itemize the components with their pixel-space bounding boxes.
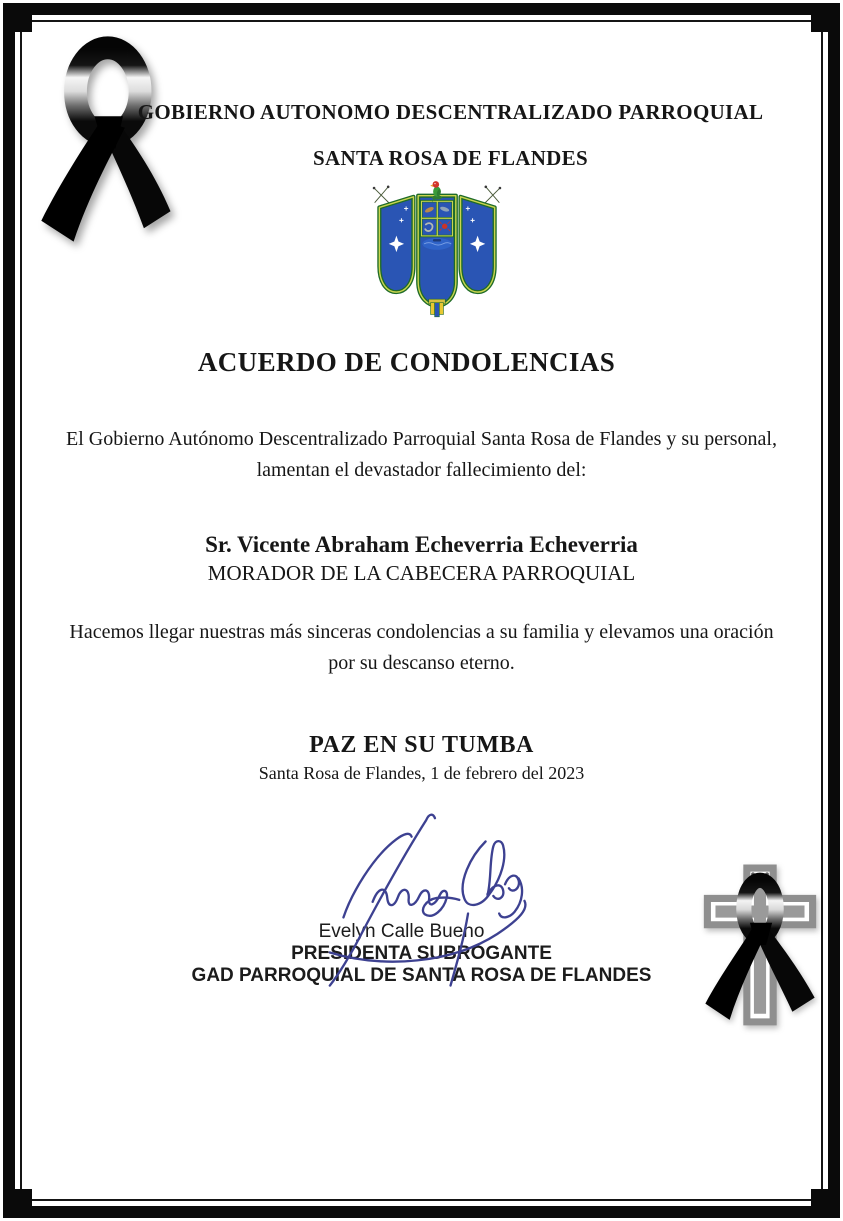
mourning-ribbon-icon — [28, 20, 180, 258]
deceased-role: MORADOR DE LA CABECERA PARROQUIAL — [207, 561, 636, 585]
header-line-1: GOBIERNO AUTONOMO DESCENTRALIZADO PARROQUIAL — [137, 100, 764, 124]
header-line-2: SANTA ROSA DE FLANDES — [313, 146, 588, 170]
frame-corner-bottom-left — [7, 1189, 32, 1214]
frame-corner-bottom-right — [811, 1189, 836, 1214]
document-title: ACUERDO DE CONDOLENCIAS — [197, 347, 616, 377]
frame-corner-top-right — [811, 7, 836, 32]
coat-of-arms — [371, 178, 503, 318]
signer-name: Evelyn Calle Bueno — [318, 921, 485, 942]
condolence-paragraph: Hacemos llegar nuestras más sinceras condolencias a su familia y elevamos una oración por su descanso eterno. — [69, 621, 774, 674]
signer-organization: GAD PARROQUIAL DE SANTA ROSA DE FLANDES — [191, 965, 652, 986]
deceased-name: Sr. Vicente Abraham Echeverria Echeverria — [205, 532, 638, 557]
signer-title: PRESIDENTA SUBROGANTE — [291, 943, 552, 964]
intro-paragraph: El Gobierno Autónomo Descentralizado Parroquial Santa Rosa de Flandes y su personal, lamentan el devastador fallecimiento del: — [66, 428, 777, 481]
farewell-line: PAZ EN SU TUMBA — [309, 732, 534, 758]
date-line: Santa Rosa de Flandes, 1 de febrero del 2023 — [258, 763, 585, 783]
